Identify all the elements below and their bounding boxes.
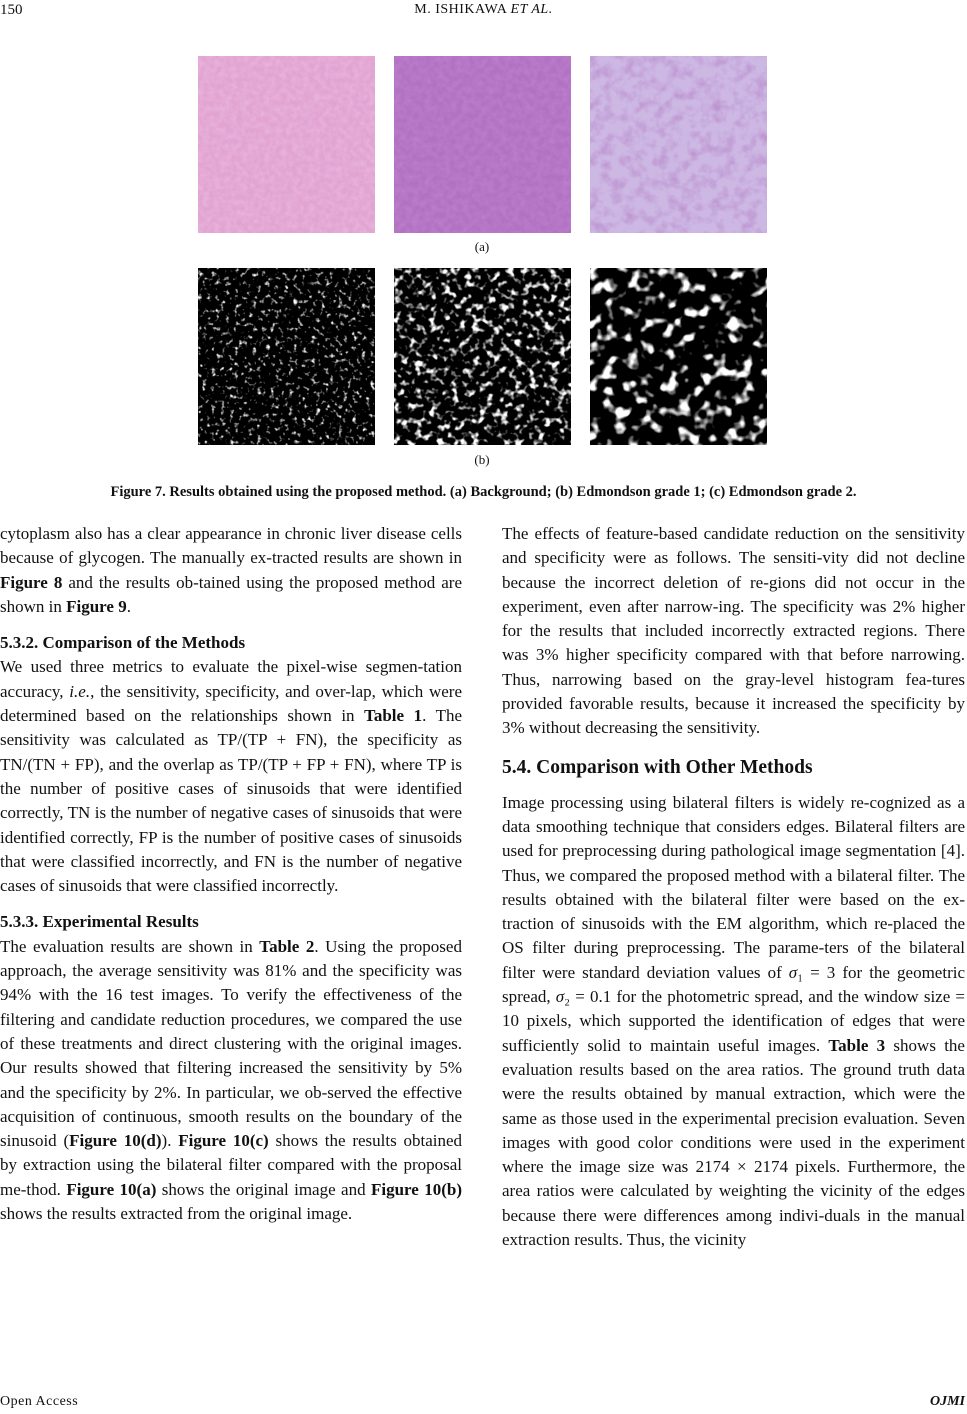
text-run: The effects of feature-based candidate reduction on the sensitivity and specificity were as follows. The sensiti-vity did not decline because the incorrect deletion of re-gions did not occur in the experiment, even after narrow-ing. The specificity was 2% higher for the results that included incorrectly extracted regions. There was 3% higher specificity compared with that before narrowing. Thus, narrowing based on the gray-level histogram fea-tures provided favorable results, because it increased the specificity by 3% without decreasing the sensitivity.: [502, 524, 965, 738]
text-run: σ: [555, 987, 565, 1007]
extraction-result-grade1: [394, 268, 571, 445]
text-run: shows the original image and: [156, 1179, 371, 1199]
footer-journal: OJMI: [929, 1394, 965, 1409]
text-run: Table 3: [828, 1035, 886, 1055]
text-run: ₁ = 3 for the geometric spread,: [502, 962, 965, 1007]
text-run: , the sensitivity, specificity, and over-lap, which were determined based on the relationships shown in: [0, 681, 462, 726]
text-run: The evaluation results are shown in: [0, 936, 260, 956]
text-run: ).: [161, 1131, 179, 1151]
right-paragraph-2: [502, 791, 965, 1253]
tissue-image-grade1-svg: [394, 56, 571, 233]
footer-open-access: Open Access: [0, 1394, 79, 1409]
running-head: [0, 2, 967, 18]
text-run: Figure 10(b): [370, 1179, 463, 1199]
extraction-result-background-svg: [198, 268, 375, 445]
text-run: . The sensitivity was calculated as TP/(TP + FN), the specificity as TN/(TN + FP), and the overlap as TP/(TP + FP + FN), where TP is the number of positive cases of sinusoids that were identified correctly, TN is the number of negative cases of sinusoids that were identified correctly, FP is the number of positive cases of sinusoids that were classified incorrectly, and FN is the number of negative cases of sinusoids that were classified incorrectly.: [0, 706, 463, 896]
tissue-image-background-svg: [198, 56, 375, 233]
text-run: Image processing using bilateral filters is widely re-cognized as a data smoothing technique that considers edges. Bilateral filters are used for preprocessing during pathological image segmentation [4]. Thus, we compared the proposed method with a bilateral filter. The results obtained with the bilateral filter were based on the ex-traction of sinusoids with the EM algorithm, which re-placed the OS filter during preprocessing. The parame-ters of the bilateral filter were standard deviation values of: [502, 792, 965, 982]
text-run: cytoplasm also has a clear appearance in chronic liver disease cells because of glycogen. The manually ex-tracted results are shown in: [0, 524, 462, 568]
text-run: shows the results obtained by extraction using the bilateral filter compared with the proposal me-thod.: [0, 1131, 463, 1199]
extraction-result-grade1-svg: [394, 268, 571, 445]
section-heading-5-3-2: 5.3.2. Comparison of the Methods: [0, 633, 246, 653]
text-run: ₂ = 0.1 for the photometric spread, and the window size = 10 pixels, which supported the identification of edges that were sufficiently solid to maintain useful images.: [502, 987, 965, 1055]
text-run: We used three metrics to evaluate the pixel-wise segmen-tation accuracy,: [0, 657, 462, 701]
figure-caption: Figure 7. Results obtained using the proposed method. (a) Background; (b) Edmondson grade 1; (c) Edmondson grade 2.: [110, 484, 857, 500]
text-run: Table 1: [364, 706, 423, 726]
subfigure-label-a: (a): [474, 239, 490, 254]
text-run: Figure 8: [0, 572, 63, 592]
text-run: Figure 10(d): [69, 1131, 162, 1151]
running-head-etal: ET AL.: [510, 2, 553, 17]
left-paragraph-1: [0, 522, 462, 619]
text-run: Figure 10(c): [178, 1131, 269, 1151]
tissue-image-background: [198, 56, 375, 233]
extraction-result-grade2-svg: [590, 268, 767, 445]
extraction-result-background: [198, 268, 375, 445]
subfigure-label-b: (b): [474, 452, 490, 467]
right-paragraph-1: [502, 522, 965, 741]
text-run: .: [126, 596, 131, 616]
text-run: Figure 9: [66, 596, 127, 616]
tissue-image-grade2: [590, 56, 767, 233]
section-heading-5-3-3: 5.3.3. Experimental Results: [0, 912, 199, 932]
section-heading-5-4: 5.4. Comparison with Other Methods: [502, 756, 813, 778]
left-column: [0, 522, 462, 1226]
text-run: shows the evaluation results based on the area ratios. The ground truth data were the results obtained by manual extraction, which were the same as those used in the experimental precision evaluation. Seven images with good color conditions were used in the experiment where the image size was 2174 × 2174 pixels. Furthermore, the area ratios were calculated by weighting the vicinity of the edges because there were differences among indivi-duals in the manual extraction results. Thus, the vicinity: [502, 1035, 965, 1250]
extraction-result-grade2: [590, 268, 767, 445]
text-run: Figure 10(a): [66, 1179, 157, 1199]
tissue-image-grade1: [394, 56, 571, 233]
page-number: 150: [0, 2, 23, 18]
text-run: Table 2: [259, 936, 315, 956]
left-paragraph-2: [0, 655, 462, 898]
text-run: and the results ob-tained using the proposed method are shown in: [0, 572, 462, 616]
text-run: σ: [788, 962, 798, 982]
right-column: [502, 522, 965, 1252]
text-run: i.e.: [69, 681, 91, 701]
text-run: . Using the proposed approach, the average sensitivity was 81% and the specificity was 94% with the 16 test images. To verify the effectiveness of the filtering and candidate reduction procedures, we compared the use of these treatments and direct clustering with the original images. Our results showed that filtering increased the sensitivity by 5% and the specificity by 2%. In particular, we ob-served the effective acquisition of continuous, smooth results on the boundary of the sinusoid (: [0, 936, 462, 1151]
tissue-image-grade2-svg: [590, 56, 767, 233]
running-head-authors: M. ISHIKAWA: [414, 2, 507, 17]
text-run: shows the results extracted from the original image.: [0, 1204, 353, 1224]
left-paragraph-3: [0, 935, 462, 1227]
